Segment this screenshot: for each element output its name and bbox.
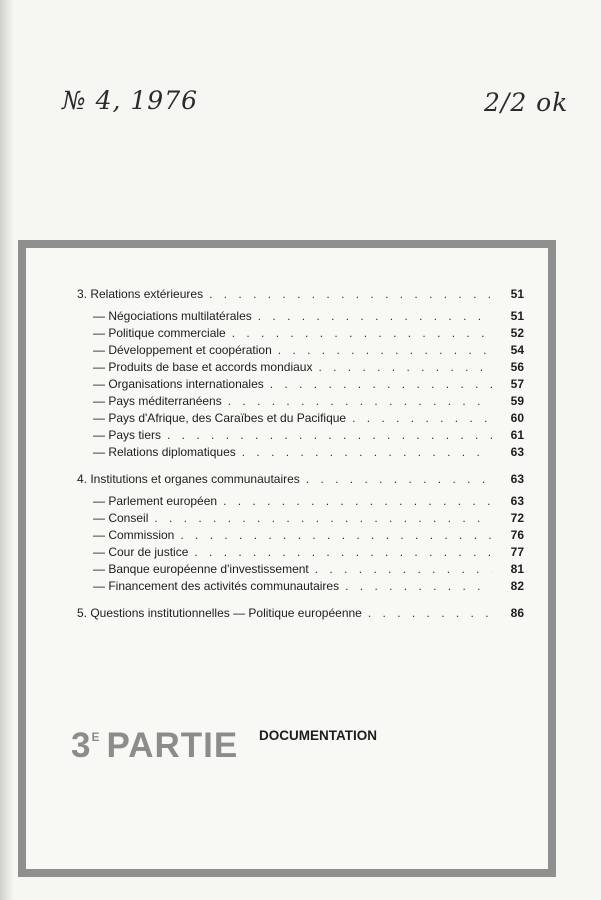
toc-page-number: 59 (510, 394, 524, 408)
toc-entry-row (77, 308, 524, 325)
toc-leader-dots (345, 578, 492, 595)
toc-page-number: 60 (510, 411, 524, 425)
toc-section-row (77, 286, 524, 303)
toc-leader-dots (368, 605, 492, 622)
toc-page-number: 81 (510, 562, 524, 576)
toc-entry-row (77, 444, 524, 461)
toc-entry-row (77, 493, 524, 510)
toc-entry-row (77, 393, 524, 410)
toc-label: — Pays d'Afrique, des Caraïbes et du Pacifique (93, 411, 347, 425)
toc-label: — Organisations internationales (93, 377, 264, 391)
toc-section-row (77, 605, 524, 622)
toc-page-number: 86 (510, 606, 524, 620)
toc-page-number: 82 (510, 579, 524, 593)
toc-entry-row (77, 427, 524, 444)
toc-entry-row (77, 510, 524, 527)
toc-page-number: 57 (510, 377, 524, 391)
toc-label: — Politique commerciale (93, 326, 226, 340)
toc-label: — Cour de justice (93, 545, 189, 559)
toc-label: 5. Questions institutionnelles — Politique européenne (77, 606, 362, 620)
toc-leader-dots (278, 342, 492, 359)
toc-leader-dots (223, 493, 492, 510)
toc-leader-dots (306, 471, 492, 488)
toc-page-number: 63 (510, 494, 524, 508)
toc-label: — Parlement européen (93, 494, 218, 508)
toc-leader-dots (180, 527, 492, 544)
toc-label: 4. Institutions et organes communautaires (77, 472, 300, 486)
toc-section-row (77, 471, 524, 488)
toc-label: — Conseil (93, 511, 149, 525)
toc-leader-dots (270, 376, 492, 393)
toc-label: — Pays tiers (93, 428, 162, 442)
toc-leader-dots (167, 427, 492, 444)
toc-entry-row (77, 359, 524, 376)
toc-entry-row (77, 376, 524, 393)
toc-leader-dots (209, 286, 492, 303)
toc-page-number: 72 (510, 511, 524, 525)
part-title: DOCUMENTATION (259, 728, 377, 743)
handwritten-issue-note: № 4, 1976 (62, 86, 199, 115)
toc-label: — Financement des activités communautaires (93, 579, 340, 593)
toc-page-number: 54 (510, 343, 524, 357)
page-binding-shadow (0, 0, 14, 900)
part-number: 3 (71, 726, 92, 765)
toc-leader-dots (154, 510, 492, 527)
toc-label: — Commission (93, 528, 175, 542)
toc-page-number: 63 (510, 445, 524, 459)
toc-page-number: 76 (510, 528, 524, 542)
part-word: PARTIE (106, 726, 239, 765)
toc-page-number: 51 (510, 309, 524, 323)
toc-label: — Développement et coopération (93, 343, 272, 357)
toc-page-number: 51 (510, 287, 524, 301)
toc-entry-row (77, 527, 524, 544)
toc-page-number: 56 (510, 360, 524, 374)
toc-leader-dots (194, 544, 492, 561)
toc-entry-row (77, 410, 524, 427)
toc-leader-dots (228, 393, 492, 410)
toc-leader-dots (242, 444, 492, 461)
toc-label: — Relations diplomatiques (93, 445, 236, 459)
toc-page-number: 63 (510, 472, 524, 486)
toc-label: — Négociations multilatérales (93, 309, 252, 323)
toc-leader-dots (258, 308, 492, 325)
part-superscript: E (91, 730, 101, 744)
toc-page-number: 52 (510, 326, 524, 340)
toc-leader-dots (352, 410, 492, 427)
toc-leader-dots (232, 325, 492, 342)
content-frame (18, 240, 556, 877)
toc-entry-row (77, 342, 524, 359)
toc-label: — Banque européenne d'investissement (93, 562, 309, 576)
toc-label: — Produits de base et accords mondiaux (93, 360, 313, 374)
toc-leader-dots (318, 359, 492, 376)
toc-entry-row (77, 325, 524, 342)
table-of-contents (77, 286, 524, 622)
toc-leader-dots (315, 561, 492, 578)
toc-label: — Pays méditerranéens (93, 394, 222, 408)
toc-page-number: 61 (510, 428, 524, 442)
handwritten-check-note: 2/2 ok (484, 88, 569, 117)
part-heading (71, 726, 238, 766)
toc-label: 3. Relations extérieures (77, 287, 204, 301)
toc-page-number: 77 (510, 545, 524, 559)
toc-entry-row (77, 544, 524, 561)
toc-entry-row (77, 561, 524, 578)
toc-entry-row (77, 578, 524, 595)
